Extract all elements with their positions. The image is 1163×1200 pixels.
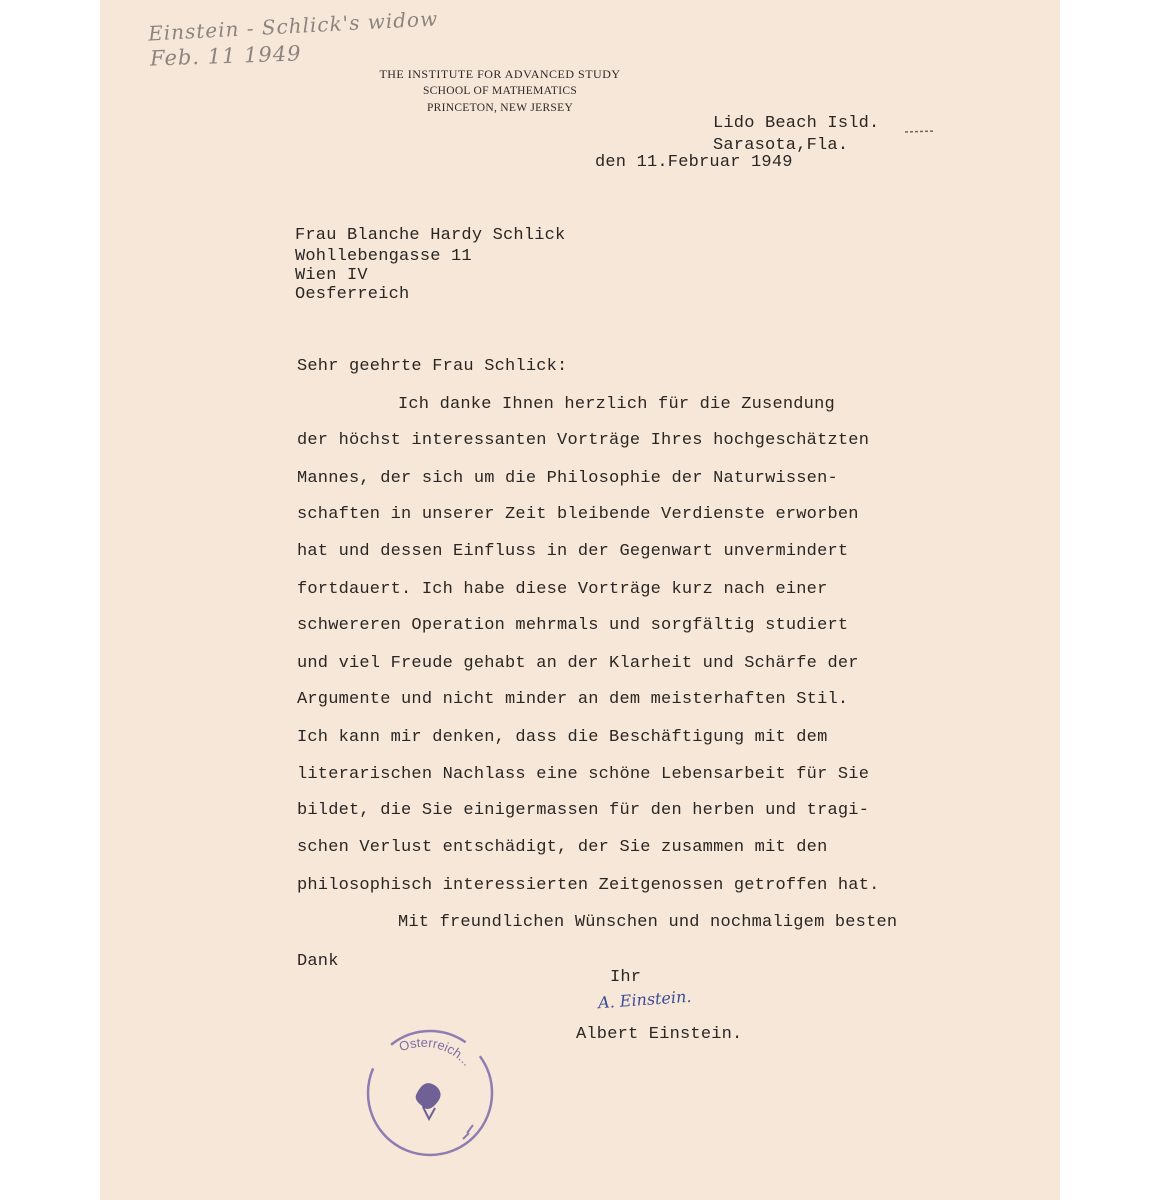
body-line: Mannes, der sich um die Philosophie der Naturwissen-: [297, 469, 838, 488]
closing-line: Mit freundlichen Wünschen und nochmaligem besten: [398, 913, 898, 932]
body-line: der höchst interessanten Vorträge Ihres hochgeschätzten: [297, 431, 870, 450]
recipient-street: Wohllebengasse 11: [295, 247, 472, 266]
body-line: Ich danke Ihnen herzlich für die Zusendung: [398, 395, 835, 414]
body-line: philosophisch interessierten Zeitgenossen getroffen hat.: [297, 876, 880, 895]
body-line: Argumente und nicht minder an dem meisterhaften Stil.: [297, 690, 849, 709]
body-line: literarischen Nachlass eine schöne Lebensarbeit für Sie: [297, 765, 870, 784]
sender-address-line2: Sarasota,Fla.: [713, 136, 849, 155]
body-line: schaften in unserer Zeit bleibende Verdienste erworben: [297, 505, 859, 524]
body-line: hat und dessen Einfluss in der Gegenwart unvermindert: [297, 542, 849, 561]
salutation: Sehr geehrte Frau Schlick:: [297, 357, 568, 376]
body-line: bildet, die Sie einigermassen für den herben und tragi-: [297, 801, 870, 820]
stamp-text: Osterreich...: [397, 1034, 475, 1069]
letter-date: den 11.Februar 1949: [595, 153, 793, 172]
svg-text:Osterreich...: [392, 1018, 477, 1085]
letterhead-institute: THE INSTITUTE FOR ADVANCED STUDY: [379, 67, 621, 81]
signature-ihr: Ihr: [610, 968, 642, 987]
letter-page: [100, 0, 1060, 1200]
letterhead-school: SCHOOL OF MATHEMATICS: [422, 85, 578, 97]
sender-address-line1: Lido Beach Isld.: [713, 114, 880, 133]
letterhead: [350, 66, 650, 117]
typewriter-dash-mark: [903, 126, 937, 138]
recipient-country: Oesferreich: [295, 285, 410, 304]
handwritten-signature: A. Einstein.: [597, 986, 693, 1013]
body-line: schen Verlust entschädigt, der Sie zusammen mit den: [297, 838, 828, 857]
closing-dank: Dank: [297, 952, 339, 971]
typed-signature: Albert Einstein.: [576, 1025, 743, 1044]
letterhead-location: PRINCETON, NEW JERSEY: [426, 102, 574, 114]
body-line: und viel Freude gehabt an der Klarheit und Schärfe der: [297, 654, 859, 673]
recipient-name: Frau Blanche Hardy Schlick: [295, 226, 566, 245]
austrian-censor-stamp: [355, 1015, 505, 1165]
body-line: Ich kann mir denken, dass die Beschäftigung mit dem: [297, 728, 828, 747]
pencil-annotation-line1: Einstein - Schlick's widow: [147, 6, 439, 46]
recipient-city: Wien IV: [295, 266, 368, 285]
body-line: fortdauert. Ich habe diese Vorträge kurz nach einer: [297, 580, 828, 599]
body-line: schwereren Operation mehrmals und sorgfältig studiert: [297, 616, 849, 635]
pencil-annotation-date: Feb. 11 1949: [149, 41, 302, 71]
